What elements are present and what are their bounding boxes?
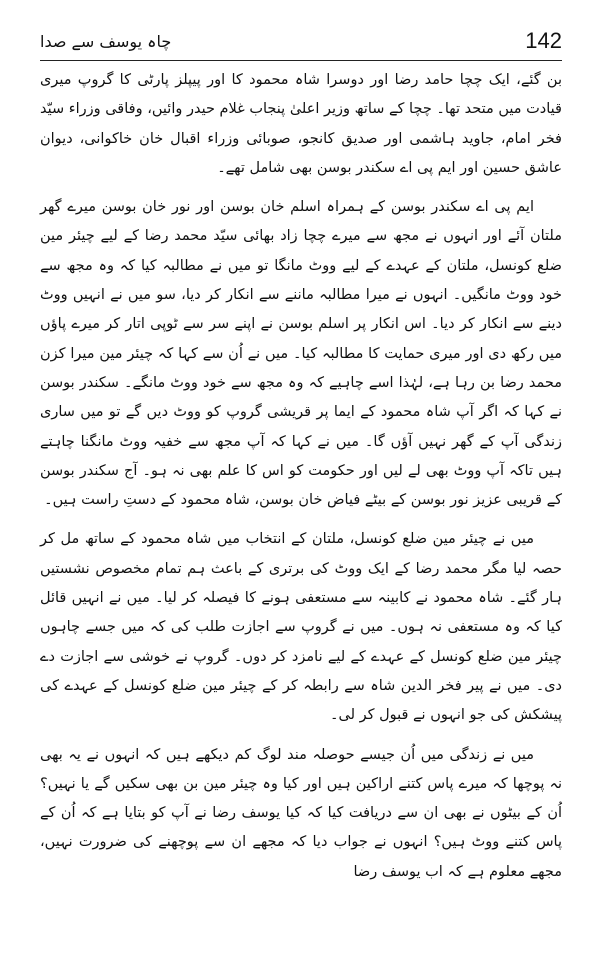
page-body [40, 66, 562, 897]
paragraph: میں نے زندگی میں اُن جیسے حوصلہ مند لوگ کم دیکھے ہیں کہ انہوں نے یہ بھی نہ پوچھا کہ میرے پاس کتنے اراکین ہیں اور کیا وہ چیئر مین بن بھی سکیں گے یا نہیں؟ اُن کے بیٹوں نے بھی ان سے دریافت کیا کہ کیا یوسف رضا نے آپ کو بتایا ہے کہ اُن کے پاس کتنے ووٹ ہیں؟ انہوں نے جواب دیا کہ مجھے ان سے پوچھنے کی ضرورت نہیں، مجھے معلوم ہے کہ اب یوسف رضا [40, 746, 562, 880]
running-title: چاہ یوسف سے صدا [40, 32, 172, 51]
paragraph: ایم پی اے سکندر بوسن کے ہمراہ اسلم خان بوسن اور نور خان بوسن میرے گھر ملتان آئے اور انہوں نے مجھ سے میرے چچا زاد بھائی سیّد محمد رضا کے لیے چیئر مین ضلع کونسل، ملتان کے عہدے کے لیے ووٹ مانگا تو میں نے مطالبہ کیا کہ وہ مجھ سے خود ووٹ مانگیں۔ انہوں نے میرا مطالبہ ماننے سے انکار کر دیا، سو میں نے انہیں ووٹ دینے سے انکار کر دیا۔ اس انکار پر اسلم بوسن نے اپنے سر سے ٹوپی اتار کر میرے پاؤں میں رکھ دی اور میری حمایت کا مطالبہ کیا۔ میں نے اُن سے کہا کہ چیئر مین میرا کزن محمد رضا بن رہا ہے، لہٰذا اسے چاہیے کہ وہ مجھ سے خود ووٹ مانگے۔ سکندر بوسن نے کہا کہ اگر آپ شاہ محمود کے ایما پر قریشی گروپ کو ووٹ دیں گے تو میں ساری زندگی آپ کے گھر نہیں آؤں گا۔ میں نے کہا کہ آپ مجھ سے خفیہ ووٹ مانگنا چاہتے ہیں تاکہ آپ ووٹ بھی لے لیں اور حکومت کو اس کا علم بھی نہ ہو۔ آج سکندر بوسن کے قریبی عزیز نور بوسن کے بیٹے فیاض خان بوسن، شاہ محمود کے دستِ راست ہیں۔ [40, 199, 562, 509]
page-number: 142 [525, 28, 562, 53]
header-divider [40, 60, 562, 61]
paragraph: بن گئے، ایک چچا حامد رضا اور دوسرا شاہ محمود کا اور پیپلز پارٹی کا گروپ میری قیادت میں متحد تھا۔ چچا کے ساتھ وزیر اعلیٰ پنجاب غلام حیدر وائیں، وفاقی وزراء سیّد فخر امام، جاوید ہاشمی اور صدیق کانجو، صوبائی وزراء اقبال خان خاکوانی، دیوان عاشق حسین اور ایم پی اے سکندر بوسن بھی شامل تھے۔ [40, 72, 562, 176]
paragraph: میں نے چیئر مین ضلع کونسل، ملتان کے انتخاب میں شاہ محمود کے ساتھ مل کر حصہ لیا مگر محمد رضا کے ایک ووٹ کی برتری کے باعث ہم تمام مخصوص نشستیں ہار گئے۔ شاہ محمود نے کابینہ سے مستعفی ہونے کا فیصلہ کر لیا۔ میں نے انہیں قائل کیا کہ وہ مستعفی نہ ہوں۔ میں نے گروپ سے اجازت طلب کی کہ میں جسے چاہوں چیئر مین ضلع کونسل کے عہدے کے لیے نامزد کر دوں۔ گروپ نے خوشی سے اجازت دے دی۔ میں نے پیر فخر الدین شاہ سے رابطہ کر کے چیئر مین ضلع کونسل کے عہدے کی پیشکش کی جو انہوں نے قبول کر لی۔ [40, 531, 562, 724]
page-header [40, 28, 562, 60]
